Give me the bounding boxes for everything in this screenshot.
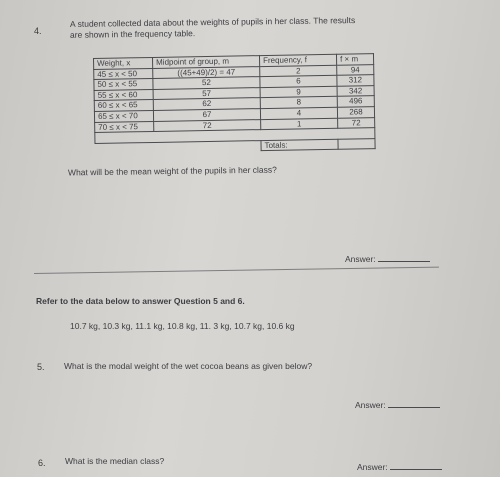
cell-weight: 70 ≤ x < 75	[95, 121, 154, 133]
totals-value-cell	[338, 138, 375, 149]
cell-f-times-m: 268	[337, 107, 374, 118]
cell-weight: 60 ≤ x < 65	[94, 100, 153, 112]
cell-frequency: 9	[260, 86, 337, 98]
cell-frequency: 2	[260, 65, 337, 77]
cell-frequency: 8	[260, 97, 337, 109]
totals-spacer	[95, 140, 261, 153]
question-5-text: What is the modal weight of the wet cocoa beans as given below?	[64, 361, 313, 371]
answer-label: Answer:	[345, 254, 376, 264]
answer-label: Answer:	[357, 462, 388, 472]
question-6-answer	[357, 461, 442, 472]
cell-frequency: 4	[260, 107, 337, 119]
cell-weight: 50 ≤ x < 55	[94, 79, 153, 91]
question-5-answer	[355, 399, 440, 410]
header-midpoint: Midpoint of group, m	[152, 56, 259, 68]
cell-midpoint: 72	[154, 119, 261, 131]
question-6-number: 6.	[38, 458, 46, 468]
refer-instruction: Refer to the data below to answer Question 5 and 6.	[36, 296, 245, 306]
header-f-times-m: f × m	[336, 54, 373, 65]
cell-midpoint: ((45+49)/2) = 47	[153, 66, 260, 78]
answer-label: Answer:	[355, 400, 386, 410]
cell-weight: 55 ≤ x < 60	[94, 89, 153, 101]
header-frequency: Frequency, f	[259, 54, 336, 66]
question-4-intro-line1: A student collected data about the weights of pupils in her class. The results	[69, 15, 356, 29]
cell-weight: 45 ≤ x < 50	[94, 68, 153, 80]
cell-f-times-m: 72	[338, 117, 375, 128]
cell-f-times-m: 496	[337, 96, 374, 107]
answer-line-4[interactable]	[378, 253, 430, 262]
cell-frequency: 1	[261, 118, 338, 130]
question-5-number: 5.	[37, 362, 45, 372]
question-4-answer	[345, 253, 430, 264]
cell-weight: 65 ≤ x < 70	[94, 110, 153, 122]
cell-midpoint: 52	[153, 77, 260, 89]
cell-midpoint: 57	[153, 87, 260, 99]
cell-frequency: 6	[260, 75, 337, 87]
data-values-line: 10.7 kg, 10.3 kg, 11.1 kg, 10.8 kg, 11. 3 kg, 10.7 kg, 10.6 kg	[70, 321, 295, 331]
question-4-text: What will be the mean weight of the pupils in her class?	[67, 164, 277, 178]
answer-line-6[interactable]	[390, 461, 442, 470]
header-weight: Weight, x	[94, 57, 153, 69]
cell-midpoint: 62	[153, 98, 260, 110]
frequency-table	[93, 53, 376, 154]
question-6-text: What is the median class?	[65, 456, 165, 466]
answer-line-5[interactable]	[388, 399, 440, 408]
totals-label-text: Totals:	[264, 140, 288, 150]
cell-f-times-m: 312	[337, 75, 374, 86]
cell-f-times-m: 342	[337, 85, 374, 96]
cell-f-times-m: 94	[337, 64, 374, 75]
question-4-number: 4.	[34, 26, 42, 36]
section-divider	[34, 267, 439, 274]
cell-midpoint: 67	[153, 109, 260, 121]
question-4-intro-line2: are shown in the frequency table.	[69, 28, 196, 40]
totals-label	[261, 139, 338, 151]
